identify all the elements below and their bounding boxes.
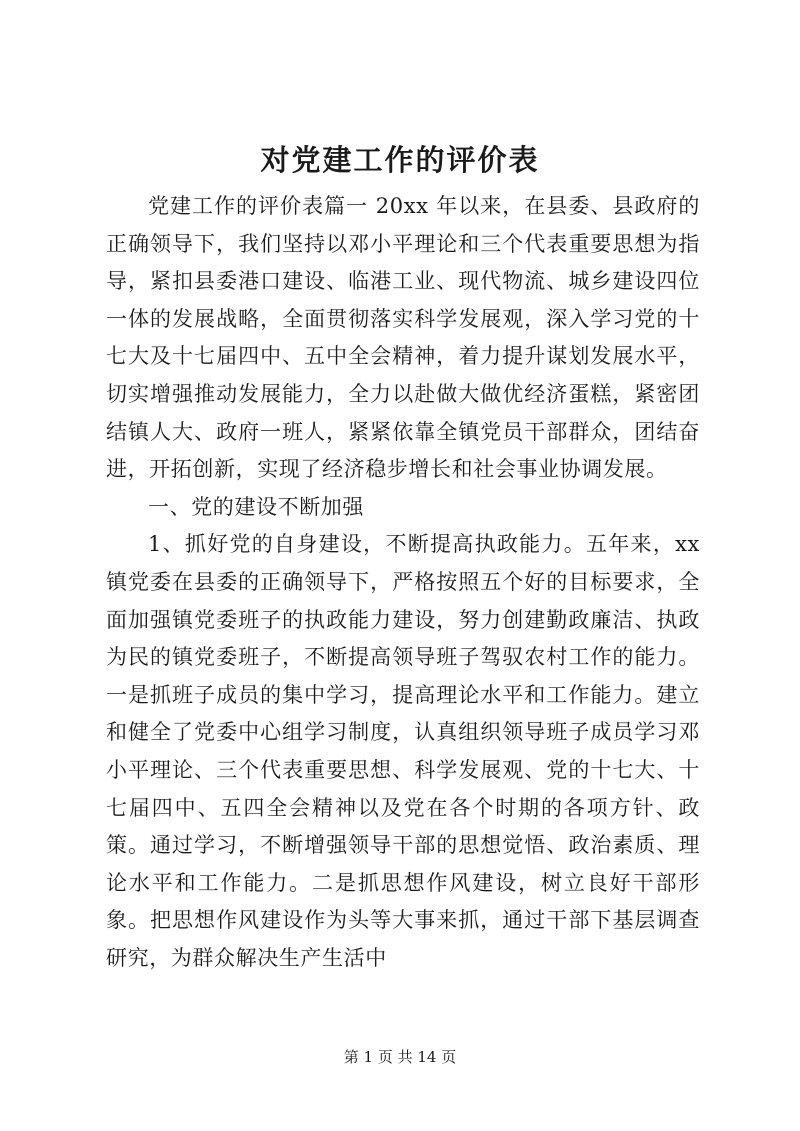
- section-heading: 一、党的建设不断加强: [148, 494, 364, 519]
- document-title: 对党建工作的评价表: [260, 143, 540, 177]
- page-footer: 第 1 页 共 14 页: [343, 1048, 457, 1066]
- section-paragraph: 1、抓好党的自身建设，不断提高执政能力。五年来，xx 镇党委在县委的正确领导下，严格按照五个好的目标要求，全面加强镇党委班子的执政能力建设，努力创建勤政廉洁、执政为民的镇党委班子，不断提高领导班子驾驭农村工作的能力。一是抓班子成员的集中学习，提高理论水平和工作能力。建立和健全了党委中心组学习制度，认真组织领导班子成员学习邓小平理论、三个代表重要思想、科学发展观、党的十七大、十七届四中、五四全会精神以及党在各个时期的各项方针、政策。通过学习，不断增强领导干部的思想觉悟、政治素质、理论水平和工作能力。二是抓思想作风建设，树立良好干部形象。把思想作风建设作为头等大事来抓，通过干部下基层调查研究，为群众解决生产生活中: [106, 532, 700, 970]
- intro-paragraph: 党建工作的评价表篇一 20xx 年以来，在县委、县政府的正确领导下，我们坚持以邓小平理论和三个代表重要思想为指导，紧扣县委港口建设、临港工业、现代物流、城乡建设四位一体的发展战略，全面贯彻落实科学发展观，深入学习党的十七大及十七届四中、五中全会精神，着力提升谋划发展水平，切实增强推动发展能力，全力以赴做大做优经济蛋糕，紧密团结镇人大、政府一班人，紧紧依靠全镇党员干部群众，团结奋进，开拓创新，实现了经济稳步增长和社会事业协调发展。: [106, 194, 700, 482]
- document-body: [106, 188, 700, 977]
